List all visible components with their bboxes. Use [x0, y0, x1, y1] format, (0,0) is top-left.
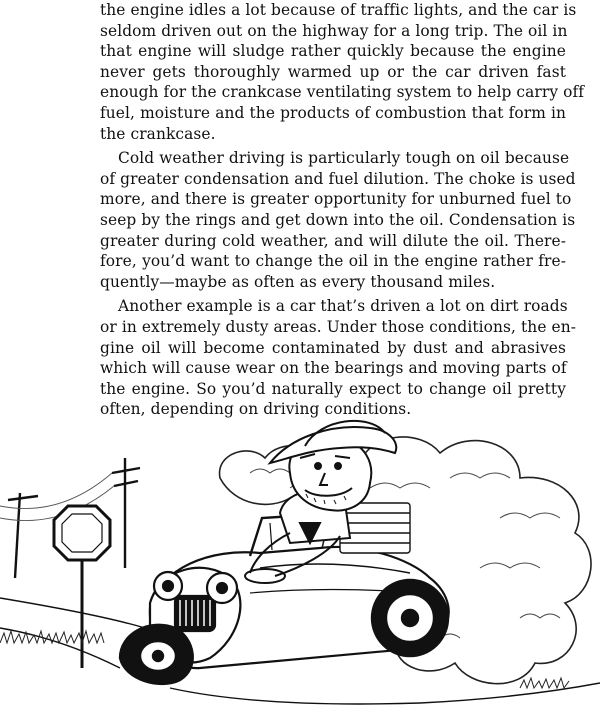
text-line: or in extremely dusty areas. Under those conditions, the en- — [100, 317, 577, 336]
text-line: never gets thoroughly warmed up or the car driven fast — [100, 62, 566, 81]
text-line: quently—maybe as often as every thousand miles. — [100, 272, 496, 291]
text-line: of greater condensation and fuel dilution. The choke is used — [100, 169, 576, 188]
text-line: fuel, moisture and the products of combustion that form in — [100, 103, 566, 122]
text-line: greater during cold weather, and will dilute the oil. There- — [100, 231, 566, 250]
body-text — [100, 0, 585, 420]
paragraph-cold-weather — [100, 148, 576, 292]
text-line: often, depending on driving conditions. — [100, 400, 412, 419]
text-line: the engine. So you’d naturally expect to change oil pretty — [100, 379, 566, 398]
text-line: Another example is a car that’s driven a lot on dirt roads — [118, 297, 568, 316]
text-line: the engine idles a lot because of traffic lights, and the car is — [100, 1, 577, 19]
text-line: which will cause wear on the bearings and moving parts of — [100, 359, 567, 378]
paragraph-dusty-roads — [100, 296, 577, 420]
text-line: enough for the crankcase ventilating system to help carry off — [100, 83, 585, 102]
text-line: that engine will sludge rather quickly because the engine — [100, 42, 566, 61]
text-line: seep by the rings and get down into the oil. Condensation is — [100, 210, 576, 229]
paragraph-city-driving — [100, 0, 585, 144]
cargo-bundle-icon — [340, 503, 410, 553]
text-line: gine oil will become contaminated by dust and abrasives — [100, 338, 566, 357]
text-line: more, and there is greater opportunity for unburned fuel to — [100, 190, 572, 209]
text-line: seldom driven out on the highway for a long trip. The oil in — [100, 21, 568, 40]
text-line: Cold weather driving is particularly tough on oil because — [118, 149, 570, 168]
text-line: fore, you’d want to change the oil in the engine rather fre- — [100, 252, 566, 271]
cartoon-dusty-road-driver-illustration — [0, 418, 600, 723]
text-line: the crankcase. — [100, 124, 216, 143]
